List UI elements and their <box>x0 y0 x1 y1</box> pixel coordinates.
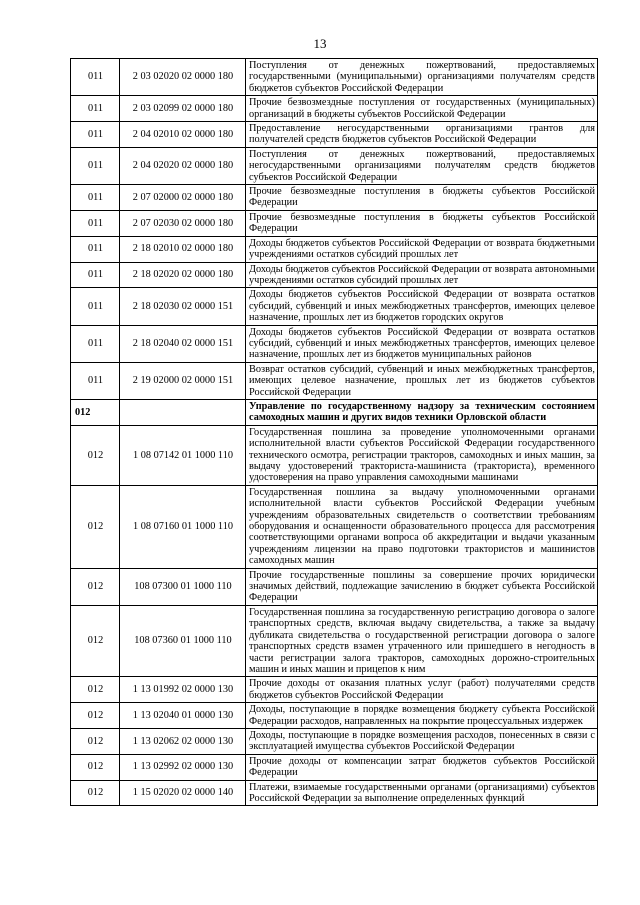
admin-code-cell: 011 <box>71 362 120 399</box>
income-name-cell: Прочие доходы от оказания платных услуг (работ) получателями средств бюджетов субъектов Российской Федерации <box>246 677 598 703</box>
admin-code-cell: 012 <box>71 425 120 485</box>
income-name-cell: Поступления от денежных пожертвований, предоставляемых негосударственными организациями получателям средств бюджетов субъектов Российской Федерации <box>246 147 598 184</box>
table-row <box>71 677 598 703</box>
admin-code-cell: 011 <box>71 236 120 262</box>
budget-code-cell: 2 04 02010 02 0000 180 <box>120 122 246 148</box>
table-row <box>71 96 598 122</box>
table-group-header-row <box>71 399 598 425</box>
income-name-cell: Прочие безвозмездные поступления от государственных (муниципальных) организаций в бюджеты субъектов Российской Федерации <box>246 96 598 122</box>
table-row <box>71 325 598 362</box>
budget-code-cell: 2 03 02020 02 0000 180 <box>120 59 246 96</box>
admin-code-cell: 011 <box>71 147 120 184</box>
admin-code-cell: 011 <box>71 210 120 236</box>
table-row <box>71 425 598 485</box>
admin-code-cell: 011 <box>71 262 120 288</box>
income-name-cell: Возврат остатков субсидий, субвенций и иных межбюджетных трансфертов, имеющих целевое назначение, прошлых лет из бюджетов субъектов Российской Федерации <box>246 362 598 399</box>
income-name-cell: Государственная пошлина за проведение уполномоченными органами исполнительной власти субъектов Российской Федерации государственного технического осмотра, регистрации тракторов, самоходных и иных машин, за выдачу удостоверений тракториста-машиниста (тракториста), временного удостоверения на право управления самоходными машинами <box>246 425 598 485</box>
budget-code-cell: 1 08 07160 01 1000 110 <box>120 485 246 568</box>
admin-code-cell: 011 <box>71 96 120 122</box>
admin-code-cell: 011 <box>71 185 120 211</box>
table-row <box>71 185 598 211</box>
table-row <box>71 288 598 325</box>
budget-code-cell: 1 15 02020 02 0000 140 <box>120 780 246 806</box>
table-row <box>71 568 598 605</box>
income-name-cell: Доходы бюджетов субъектов Российской Федерации от возврата автономными учреждениями остатков субсидий прошлых лет <box>246 262 598 288</box>
table-row <box>71 485 598 568</box>
budget-code-cell: 1 13 02992 02 0000 130 <box>120 754 246 780</box>
table-body <box>71 59 598 806</box>
budget-code-cell: 2 07 02000 02 0000 180 <box>120 185 246 211</box>
income-name-cell: Поступления от денежных пожертвований, предоставляемых государственными (муниципальными) организациями получателям средств бюджетов субъектов Российской Федерации <box>246 59 598 96</box>
budget-code-cell: 108 07300 01 1000 110 <box>120 568 246 605</box>
table-row <box>71 236 598 262</box>
income-name-cell: Прочие государственные пошлины за совершение прочих юридически значимых действий, подлежащие зачислению в бюджет субъекта Российской Федерации <box>246 568 598 605</box>
table-row <box>71 362 598 399</box>
income-name-cell: Предоставление негосударственными организациями грантов для получателей средств бюджетов субъектов Российской Федерации <box>246 122 598 148</box>
budget-code-cell: 1 13 02040 01 0000 130 <box>120 703 246 729</box>
income-name-cell: Прочие безвозмездные поступления в бюджеты субъектов Российской Федерации <box>246 210 598 236</box>
income-name-cell: Доходы, поступающие в порядке возмещения расходов, понесенных в связи с эксплуатацией имущества субъектов Российской Федерации <box>246 728 598 754</box>
budget-code-cell: 2 18 02010 02 0000 180 <box>120 236 246 262</box>
income-name-cell: Доходы бюджетов субъектов Российской Федерации от возврата остатков субсидий, субвенций и иных межбюджетных трансфертов, имеющих целевое назначение, прошлых лет из бюджетов муниципальных районов <box>246 325 598 362</box>
income-name-cell: Доходы бюджетов субъектов Российской Федерации от возврата бюджетными учреждениями остатков субсидий прошлых лет <box>246 236 598 262</box>
income-name-cell: Управление по государственному надзору за техническим состоянием самоходных машин и других видов техники Орловской области <box>246 399 598 425</box>
budget-code-cell: 2 18 02020 02 0000 180 <box>120 262 246 288</box>
budget-code-cell: 2 18 02040 02 0000 151 <box>120 325 246 362</box>
admin-code-cell: 011 <box>71 288 120 325</box>
table-row <box>71 754 598 780</box>
admin-code-cell: 012 <box>71 568 120 605</box>
budget-code-cell: 1 13 01992 02 0000 130 <box>120 677 246 703</box>
table-row <box>71 210 598 236</box>
page-number: 13 <box>313 36 327 51</box>
admin-code-cell: 011 <box>71 59 120 96</box>
budget-codes-table <box>70 58 598 806</box>
income-name-cell: Прочие безвозмездные поступления в бюджеты субъектов Российской Федерации <box>246 185 598 211</box>
admin-code-cell: 012 <box>71 605 120 676</box>
budget-code-cell: 1 08 07142 01 1000 110 <box>120 425 246 485</box>
budget-code-cell: 2 07 02030 02 0000 180 <box>120 210 246 236</box>
income-name-cell: Государственная пошлина за государственную регистрацию договора о залоге транспортных средств, включая выдачу свидетельства, а также за выдачу дубликата свидетельства о государственной регистрации договора о залоге транспортных средств взамен утраченного или пришедшего в негодность в части регистрации залога тракторов, самоходных дорожно-строительных машин и иных машин и прицепов к ним <box>246 605 598 676</box>
admin-code-cell: 011 <box>71 122 120 148</box>
budget-code-cell <box>120 399 246 425</box>
admin-code-cell: 012 <box>71 728 120 754</box>
admin-code-cell: 012 <box>71 677 120 703</box>
admin-code-cell: 012 <box>71 780 120 806</box>
admin-code-cell: 012 <box>71 754 120 780</box>
admin-code-cell: 012 <box>71 703 120 729</box>
budget-code-cell: 2 04 02020 02 0000 180 <box>120 147 246 184</box>
budget-code-cell: 1 13 02062 02 0000 130 <box>120 728 246 754</box>
table-row <box>71 780 598 806</box>
admin-code-cell: 012 <box>71 399 120 425</box>
budget-code-cell: 2 19 02000 02 0000 151 <box>120 362 246 399</box>
budget-code-cell: 2 18 02030 02 0000 151 <box>120 288 246 325</box>
income-name-cell: Государственная пошлина за выдачу уполномоченными органами исполнительной власти субъектов Российской Федерации учебным учреждениям образовательных свидетельств о соответствии требованиям оборудования и оснащенности образовательного процесса для рассмотрения соответствующими органами вопроса об аккредитации и выдачи указанным учреждениям лицензии на право подготовки трактористов и машинистов самоходных машин <box>246 485 598 568</box>
table-row <box>71 703 598 729</box>
income-name-cell: Доходы бюджетов субъектов Российской Федерации от возврата остатков субсидий, субвенций и иных межбюджетных трансфертов, имеющих целевое назначение, прошлых лет из бюджетов городских округов <box>246 288 598 325</box>
income-name-cell: Доходы, поступающие в порядке возмещения бюджету субъекта Российской Федерации расходов, направленных на покрытие процессуальных издержек <box>246 703 598 729</box>
table-row <box>71 605 598 676</box>
admin-code-cell: 012 <box>71 485 120 568</box>
income-name-cell: Платежи, взимаемые государственными органами (организациями) субъектов Российской Федерации за выполнение определенных функций <box>246 780 598 806</box>
table-row <box>71 262 598 288</box>
table-row <box>71 59 598 96</box>
table-row <box>71 147 598 184</box>
budget-code-cell: 2 03 02099 02 0000 180 <box>120 96 246 122</box>
admin-code-cell: 011 <box>71 325 120 362</box>
table-row <box>71 728 598 754</box>
income-name-cell: Прочие доходы от компенсации затрат бюджетов субъектов Российской Федерации <box>246 754 598 780</box>
budget-code-cell: 108 07360 01 1000 110 <box>120 605 246 676</box>
table-row <box>71 122 598 148</box>
